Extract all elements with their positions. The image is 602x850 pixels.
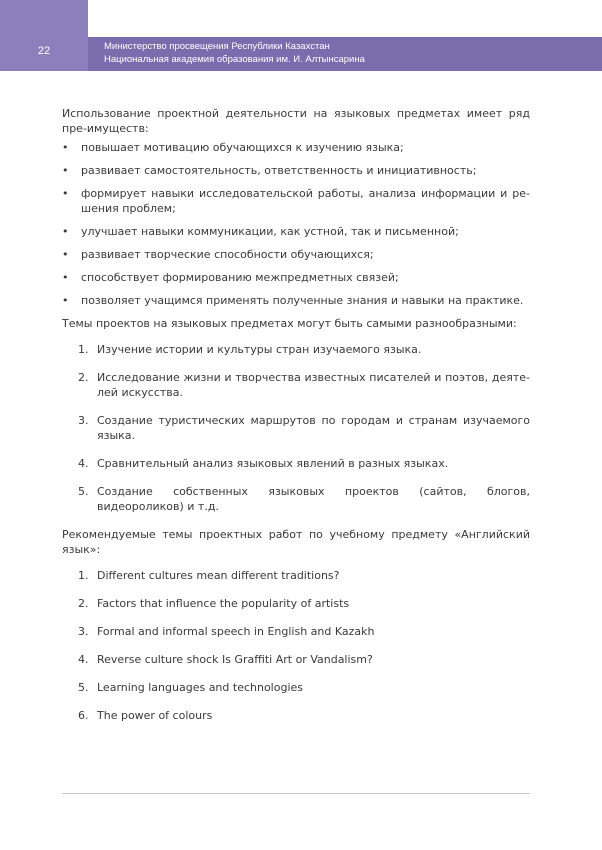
organization-header — [104, 40, 365, 66]
list-item: 1. Изучение истории и культуры стран изучаемого языка. — [78, 343, 422, 356]
organization-line-1: Министерство просвещения Республики Казахстан — [104, 41, 330, 52]
list-item: 4. Reverse culture shock Is Graffiti Art or Vandalism? — [78, 653, 373, 666]
list-item: • способствует формированию межпредметных связей; — [62, 271, 399, 284]
organization-line-2: Национальная академия образования им. И. Алтынсарина — [104, 54, 365, 65]
list-item: 3. Formal and informal speech in English and Kazakh — [78, 625, 375, 638]
recommended-list — [62, 568, 530, 723]
page-number: 22 — [37, 45, 51, 57]
list-item: • формирует навыки исследовательской работы, анализа информации и ре-шения проблем; — [62, 187, 530, 215]
list-item: 5. Learning languages and technologies — [78, 681, 304, 694]
list-item: 1. Different cultures mean different traditions? — [78, 569, 340, 582]
list-item: 4. Сравнительный анализ языковых явлений в разных языках. — [78, 457, 449, 470]
list-item: 5. Создание собственных языковых проектов (сайтов, блогов, видеороликов) и т.д. — [78, 485, 530, 513]
list-item: 2. Factors that influence the popularity of artists — [78, 597, 350, 610]
list-item: • позволяет учащимся применять полученные знания и навыки на практике. — [62, 294, 524, 307]
list-item: • развивает творческие способности обучающихся; — [62, 248, 374, 261]
topics-intro: Темы проектов на языковых предметах могут быть самыми разнообразными: — [62, 317, 517, 330]
list-item: • улучшает навыки коммуникации, как устной, так и письменной; — [62, 225, 459, 238]
list-item: 6. The power of colours — [78, 709, 213, 722]
list-item: • повышает мотивацию обучающихся к изучению языка; — [62, 141, 404, 154]
page-number-box — [0, 0, 88, 71]
recommended-intro: Рекомендуемые темы проектных работ по учебному предмету «Английский язык»: — [62, 528, 530, 556]
main-content — [62, 106, 530, 736]
list-item: • развивает самостоятельность, ответственность и инициативность; — [62, 164, 477, 177]
footer-divider — [62, 793, 530, 794]
list-item: 2. Исследование жизни и творчества известных писателей и поэтов, деяте-лей искусства. — [78, 371, 530, 399]
topics-list — [62, 342, 530, 514]
list-item: 3. Создание туристических маршрутов по городам и странам изучаемого языка. — [78, 414, 530, 442]
intro-paragraph: Использование проектной деятельности на языковых предметах имеет ряд пре-имуществ: — [62, 107, 530, 135]
advantages-list — [62, 140, 530, 308]
